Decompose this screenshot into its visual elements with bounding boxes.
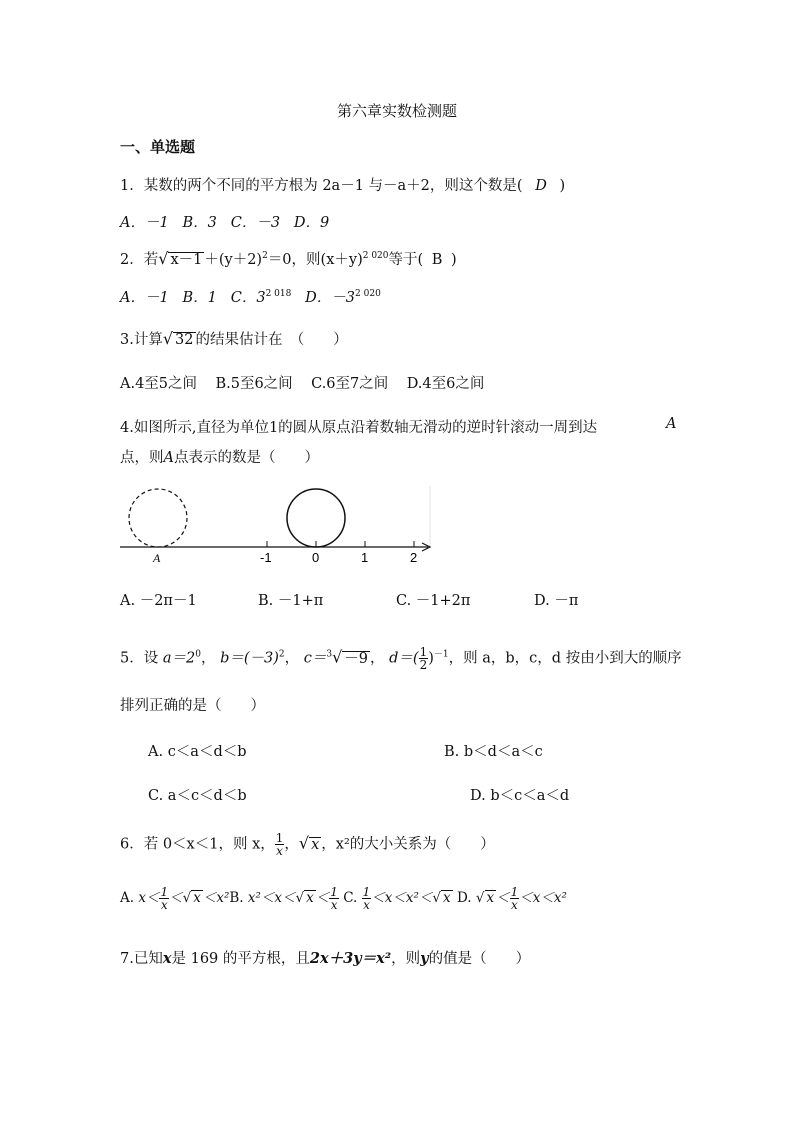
question-5-a-exp: 0 xyxy=(195,649,201,660)
option-d: D．－3 xyxy=(305,290,356,306)
section-heading: 一、单选题 xyxy=(120,138,196,156)
tick-label: 1 xyxy=(361,550,369,565)
tick-label: 2 xyxy=(410,550,418,565)
question-7-prefix: 7.已知 xyxy=(120,951,163,967)
question-2-term: ＋(y＋2) xyxy=(204,252,263,268)
question-5-c: c＝ xyxy=(303,650,327,667)
question-4-point-ref: A xyxy=(666,416,677,432)
option-c: C.6至7之间 xyxy=(311,376,389,392)
radical-icon: √ xyxy=(162,329,174,348)
option-d: D．9 xyxy=(293,215,330,231)
option-c-label: C. xyxy=(343,890,358,906)
question-6: 6．若 0＜x＜1，则 x， $\frac{1}{x}$ ，√ x ，x²的大小关系为（ ） xyxy=(120,831,495,858)
question-7 xyxy=(120,947,530,968)
option-a-expr: x＜ $\frac{1}{x}$ ＜√ x ＜x² xyxy=(138,885,230,912)
fraction-denominator: x xyxy=(276,844,283,858)
question-6-radicand: x xyxy=(311,836,320,853)
option-b: B. －1+π xyxy=(258,593,324,609)
question-5-c-index: 3 xyxy=(326,649,333,660)
question-2-radicand: x－1 xyxy=(170,252,203,268)
option-d: D. b＜c＜a＜d xyxy=(470,788,570,804)
question-5-prefix: 5．设 xyxy=(120,650,159,667)
question-4-text-a: 点，则 xyxy=(120,450,164,466)
question-6-options xyxy=(120,886,567,911)
question-6-tail: ，x²的大小关系为（ ） xyxy=(321,836,495,853)
solid-circle-icon xyxy=(287,489,345,547)
radical-icon: √ xyxy=(332,647,343,667)
option-c-expr: $\frac{1}{x}$ ＜x＜x²＜√ x xyxy=(362,885,451,912)
question-5-d-exp: －1 xyxy=(433,649,449,660)
question-6-prefix: 6．若 0＜x＜1，则 x， xyxy=(120,836,275,853)
option-b: B. b＜d＜a＜c xyxy=(444,744,543,760)
point-label: A xyxy=(153,551,161,565)
question-5-c-radicand: －9 xyxy=(344,650,369,667)
question-2-eq: ＝0，则(x＋y) xyxy=(267,252,363,268)
question-1-options xyxy=(120,211,329,232)
option-b: B．3 xyxy=(182,215,217,231)
option-d-exponent: 2 020 xyxy=(355,289,381,300)
question-5: 5．设 $a=2^0$， $b=(-3)^2$， c＝$^3$√ －9 ， d＝( $\frac{1}{2}$ )$^{-1}$，则 a，b，c，d 按由小到大的顺序 xyxy=(120,645,682,672)
question-5-d: d＝( xyxy=(389,650,419,667)
question-4-point: A xyxy=(163,450,174,466)
option-a-label: A. xyxy=(120,890,135,906)
option-b: B．1 xyxy=(182,290,217,306)
option-c: C. a＜c＜d＜b xyxy=(148,788,247,804)
question-3-prefix: 3.计算 xyxy=(120,332,163,348)
option-d: D.4至6之间 xyxy=(406,376,485,392)
question-6-fraction xyxy=(275,832,285,857)
radical-icon: √ xyxy=(298,833,310,853)
question-2-exponent: 2 020 xyxy=(362,251,389,262)
option-b-expr: x²＜x＜√ x ＜ $\frac{1}{x}$ xyxy=(247,885,338,912)
question-3-radicand: 32 xyxy=(175,332,194,348)
tick-label: 0 xyxy=(312,550,320,565)
option-a: A. c＜a＜d＜b xyxy=(148,744,247,760)
question-4-text: 4.如图所示,直径为单位1的圆从原点沿着数轴无滑动的逆时针滚动一周到达 xyxy=(120,420,598,436)
question-2 xyxy=(120,248,457,269)
fraction-numerator: 1 xyxy=(275,831,284,845)
option-d-expr: √ x ＜ $\frac{1}{x}$ ＜x＜x² xyxy=(475,885,567,912)
question-7-text-2: ，则 xyxy=(391,951,421,967)
question-2-tail: 等于( xyxy=(388,252,424,268)
question-2-close: ) xyxy=(451,252,457,268)
question-5-line-2: 排列正确的是（ ） xyxy=(120,698,265,714)
option-c: C. －1+2π xyxy=(396,593,471,609)
question-5-tail: ，则 a，b，c，d 按由小到大的顺序 xyxy=(448,650,682,667)
question-1 xyxy=(120,174,565,195)
option-b-label: B. xyxy=(229,890,244,906)
fraction-denominator: 2 xyxy=(419,658,428,672)
question-1-answer: D xyxy=(535,178,547,194)
question-3-tail: 的结果估计在 （ ） xyxy=(195,332,348,348)
question-4-text-c: 点表示的数是（ ） xyxy=(173,450,319,466)
option-c: C．3 xyxy=(230,290,266,306)
option-a: A．－1 xyxy=(120,290,169,306)
question-2-square: 2 xyxy=(262,251,268,262)
tick-label: -1 xyxy=(260,550,272,565)
question-7-tail: 的值是（ ） xyxy=(428,951,531,967)
question-7-y: y xyxy=(420,950,429,967)
number-line-figure xyxy=(118,486,434,566)
option-d-label: D. xyxy=(456,890,472,906)
question-7-text: 是 169 的平方根，且 xyxy=(171,951,310,967)
question-5-fraction xyxy=(419,646,429,671)
page-title: 第六章实数检测题 xyxy=(336,102,457,120)
question-7-equation: 2x＋3y＝x² xyxy=(309,950,392,967)
question-2-prefix: 2．若 xyxy=(120,252,159,268)
question-3-options xyxy=(120,372,484,393)
question-4-line-1 xyxy=(120,416,597,437)
question-3 xyxy=(120,328,348,349)
question-7-x: x xyxy=(162,950,172,967)
question-5-b-exp: 2 xyxy=(278,649,285,660)
option-b: B.5至6之间 xyxy=(215,376,293,392)
option-a: A．－1 xyxy=(120,215,169,231)
option-c: C．－3 xyxy=(230,215,281,231)
option-d: D. －π xyxy=(534,593,579,609)
option-a: A. －2π－1 xyxy=(120,593,197,609)
question-4-line-2 xyxy=(120,446,319,467)
option-a: A.4至5之间 xyxy=(120,376,198,392)
radical-icon: √ xyxy=(158,249,169,268)
question-2-answer: B xyxy=(431,252,443,268)
question-5-b: b＝(－3) xyxy=(220,650,279,667)
question-1-close: ) xyxy=(559,178,566,194)
question-1-text: 1．某数的两个不同的平方根为 2a－1 与－a＋2，则这个数是( xyxy=(120,178,523,194)
question-5-a: a＝2 xyxy=(162,650,196,667)
dashed-circle-icon xyxy=(129,489,187,547)
option-c-exponent: 2 018 xyxy=(265,289,292,300)
question-2-options xyxy=(120,286,381,307)
fraction-numerator: 1 xyxy=(419,645,428,659)
